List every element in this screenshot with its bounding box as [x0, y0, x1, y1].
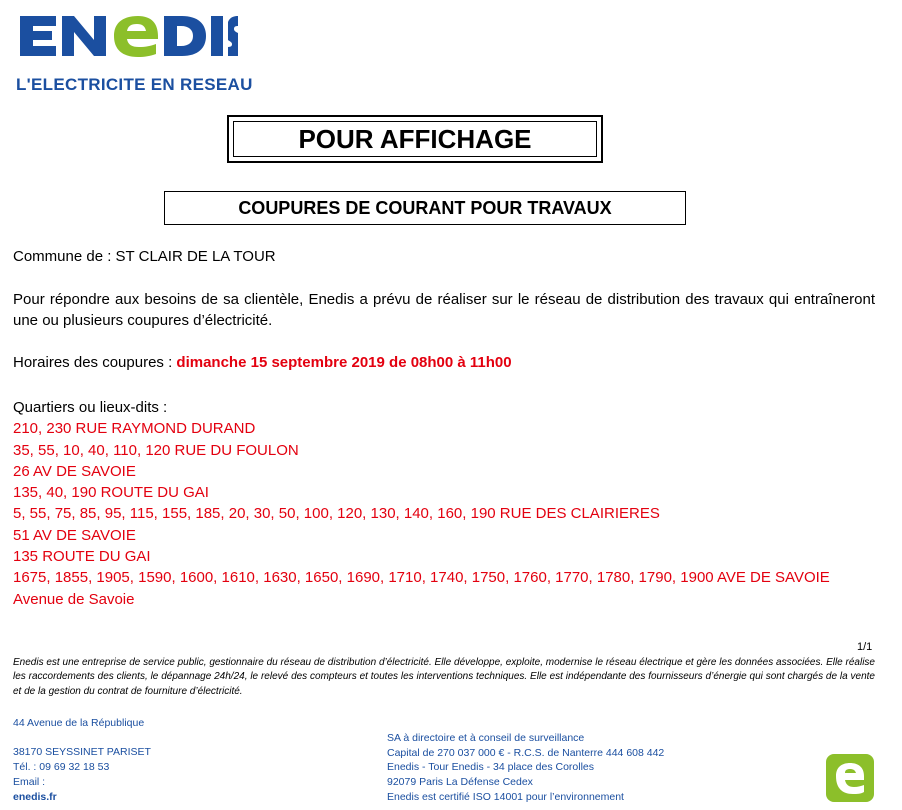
affichage-frame [227, 115, 603, 163]
list-item: Avenue de Savoie [13, 590, 135, 608]
list-item: 5, 55, 75, 85, 95, 115, 155, 185, 20, 30, 50, 100, 120, 130, 140, 160, 190 RUE DES CLAIRIERES [13, 505, 660, 523]
logo-wordmark [16, 10, 253, 73]
horaires-value: dimanche 15 septembre 2019 de 08h00 à 11h00 [176, 354, 512, 371]
horaires-line [13, 352, 875, 373]
quartiers-label: Quartiers ou lieux-dits : [13, 399, 168, 416]
list-item: 26 AV DE SAVOIE [13, 462, 136, 480]
commune-line: Commune de : ST CLAIR DE LA TOUR [13, 248, 276, 265]
footer-contact [13, 716, 151, 804]
footer-company-line: Enedis - Tour Enedis - 34 place des Corolles [387, 761, 595, 774]
enedis-corner-logo-icon [826, 754, 874, 802]
enedis-logo [16, 10, 253, 95]
page-number: 1/1 [857, 641, 873, 653]
list-item: 35, 55, 10, 40, 110, 120 RUE DU FOULON [13, 441, 299, 459]
list-item: 135 ROUTE DU GAI [13, 548, 151, 566]
horaires-label: Horaires des coupures : [13, 354, 177, 371]
footer-phone: Tél. : 09 69 32 18 53 [13, 761, 110, 774]
logo-tagline: L'ELECTRICITE EN RESEAU [16, 75, 253, 94]
list-item: 51 AV DE SAVOIE [13, 526, 136, 544]
list-item: 210, 230 RUE RAYMOND DURAND [13, 420, 256, 438]
intro-paragraph: Pour répondre aux besoins de sa clientèle, Enedis a prévu de réaliser sur le réseau de distribution des travaux qui entraîneront une ou plusieurs coupures d’électricité. [13, 291, 875, 329]
footer-company-line: Enedis est certifié ISO 14001 pour l’environnement [387, 790, 624, 803]
affichage-title: POUR AFFICHAGE [233, 121, 597, 157]
footer-company-line: SA à directoire et à conseil de surveillance [387, 732, 585, 744]
notice-subtitle: COUPURES DE COURANT POUR TRAVAUX [164, 191, 686, 225]
quartiers-list [13, 397, 830, 610]
list-item: 135, 40, 190 ROUTE DU GAI [13, 484, 209, 502]
footer-company-info [387, 731, 664, 805]
logo-wordmark-svg [16, 10, 238, 62]
footer-company-line: Capital de 270 037 000 € - R.C.S. de Nanterre 444 608 442 [387, 746, 665, 759]
legal-notice: Enedis est une entreprise de service public, gestionnaire du réseau de distribution d’électricité. Elle développe, exploite, modernise le réseau électrique et gère les données associées. Elle réalise les raccordements des clients, le dépannage 24h/24, le relevé des compteurs et toutes les interventions techniques. Elle est indépendante des fournisseurs d’énergie qui sont chargés de la vente et de la gestion du contrat de fourniture d’électricité. [13, 657, 875, 697]
footer-address: 44 Avenue de la République [13, 717, 145, 729]
footer-city: 38170 SEYSSINET PARISET [13, 746, 151, 759]
footer-company-line: 92079 Paris La Défense Cedex [387, 776, 533, 789]
footer-website-link[interactable]: enedis.fr [13, 790, 57, 803]
footer-email: Email : [13, 775, 46, 788]
list-item: 1675, 1855, 1905, 1590, 1600, 1610, 1630, 1650, 1690, 1710, 1740, 1750, 1760, 1770, 1780, 1790, 1900 AVE DE SAVOIE [13, 569, 830, 587]
